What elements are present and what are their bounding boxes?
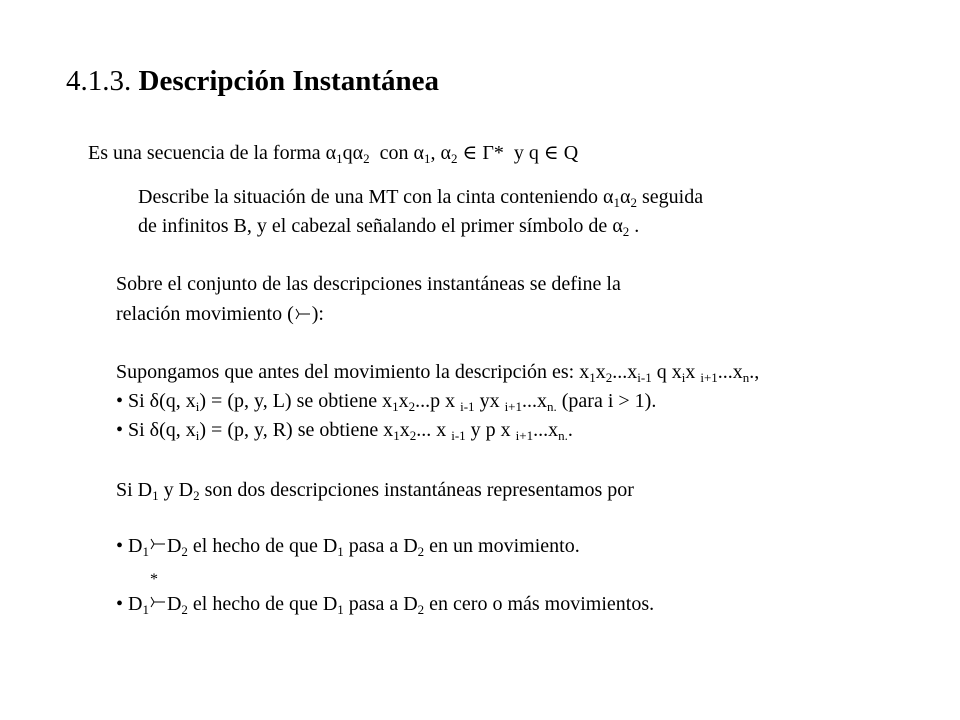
punctuation: ., xyxy=(749,361,760,383)
bullet-text: en cero o más movimientos. xyxy=(429,593,655,615)
bullet-text: el hecho de que D xyxy=(192,593,338,615)
bullet-text: en un movimiento. xyxy=(429,535,580,557)
describe-text: de infinitos B, y el cabezal señalando el primer símbolo de xyxy=(138,215,608,237)
subscript: 1 xyxy=(613,195,621,210)
subscript: 2 xyxy=(181,544,188,559)
subscript: 2 xyxy=(417,544,425,559)
bullet-text: el hecho de que D xyxy=(192,535,338,557)
subscript: 1 xyxy=(152,488,159,503)
period: . xyxy=(567,419,573,441)
y-q-text: y q xyxy=(513,142,539,164)
many-moves-line xyxy=(116,592,654,616)
si-d-text: y D xyxy=(163,479,194,501)
gamma-star-symbol: Γ* xyxy=(482,142,504,164)
x-symbol: ...p x xyxy=(415,390,456,412)
describe-line-2 xyxy=(138,214,639,238)
subscript: 1 xyxy=(392,399,399,414)
alpha-symbol: α xyxy=(620,186,631,208)
alpha-symbol: α xyxy=(352,142,364,164)
x-symbol: x xyxy=(595,361,606,383)
Q-symbol: Q xyxy=(563,142,579,164)
subscript: 1 xyxy=(142,544,149,559)
alpha-symbol: α xyxy=(413,142,425,164)
subscript: i-1 xyxy=(460,399,475,414)
element-of-symbol: ∈ xyxy=(462,142,478,164)
alpha-symbol: α xyxy=(603,186,614,208)
definition-lead: Es una secuencia de la forma xyxy=(88,142,321,164)
x-symbol: q x xyxy=(656,361,682,383)
subscript: 2 xyxy=(409,428,417,443)
subscript: 2 xyxy=(605,370,613,385)
section-heading: Descripción Instantánea xyxy=(138,65,439,97)
relation-text: ): xyxy=(311,303,324,325)
subscript: n xyxy=(742,370,750,385)
subscript: 2 xyxy=(408,399,416,414)
suppose-text: Supongamos que antes del movimiento la descripción es: x xyxy=(116,361,590,383)
subscript: i-1 xyxy=(637,370,652,385)
x-symbol: yx xyxy=(479,390,500,412)
definition-line xyxy=(88,141,578,165)
bullet-text: pasa a D xyxy=(348,535,418,557)
bullet-text: (para i > 1). xyxy=(561,390,657,412)
bullet-text: pasa a D xyxy=(348,593,418,615)
subscript: 1 xyxy=(142,602,149,617)
subscript: 1 xyxy=(336,151,343,166)
bullet-text: • D xyxy=(116,593,143,615)
alpha-symbol: α xyxy=(612,215,623,237)
bullet-move-right xyxy=(116,418,573,442)
subscript: 2 xyxy=(630,195,637,210)
bullet-text: • Si δ(q, x xyxy=(116,419,196,441)
alpha-symbol: α xyxy=(325,142,337,164)
comma: , xyxy=(430,142,436,164)
x-symbol: ...x xyxy=(612,361,638,383)
describe-text: seguida xyxy=(642,186,704,208)
x-symbol: ...x xyxy=(522,390,548,412)
relation-text: relación movimiento ( xyxy=(116,303,294,325)
subscript: 1 xyxy=(424,151,431,166)
section-number: 4.1.3. xyxy=(66,65,132,97)
bullet-move-left xyxy=(116,389,656,413)
d-symbol: D xyxy=(166,535,182,557)
describe-line-1 xyxy=(138,185,703,209)
subscript: 2 xyxy=(181,602,188,617)
subscript: i xyxy=(681,370,686,385)
subscript: n. xyxy=(558,428,568,443)
subscript: i xyxy=(195,428,200,443)
subscript: 1 xyxy=(589,370,596,385)
turnstile-icon xyxy=(149,596,167,612)
period: . xyxy=(634,215,640,237)
con-word: con xyxy=(379,142,409,164)
subscript: 2 xyxy=(622,224,630,239)
subscript: 1 xyxy=(337,602,344,617)
relation-line-2 xyxy=(116,302,324,326)
x-symbol: ... x xyxy=(416,419,447,441)
si-d-line xyxy=(116,478,634,502)
turnstile-icon xyxy=(149,538,167,554)
subscript: n. xyxy=(547,399,557,414)
bullet-text: • D xyxy=(116,535,143,557)
subscript: i+1 xyxy=(515,428,534,443)
bullet-text: ) = (p, y, L) se obtiene x xyxy=(199,390,393,412)
element-of-symbol: ∈ xyxy=(543,142,559,164)
alpha-symbol: α xyxy=(440,142,451,164)
subscript: 2 xyxy=(451,151,458,166)
one-move-line xyxy=(116,534,580,558)
subscript: 1 xyxy=(393,428,400,443)
subscript: 2 xyxy=(363,151,370,166)
si-d-text: Si D xyxy=(116,479,153,501)
q-symbol: q xyxy=(342,142,353,164)
subscript: i+1 xyxy=(504,399,523,414)
x-symbol: y p x xyxy=(470,419,511,441)
relation-line-1: Sobre el conjunto de las descripciones instantáneas se define la xyxy=(116,273,621,295)
suppose-line xyxy=(116,360,759,384)
x-symbol: x xyxy=(399,419,410,441)
subscript: 2 xyxy=(417,602,425,617)
bullet-text: • Si δ(q, x xyxy=(116,390,196,412)
turnstile-icon xyxy=(294,306,312,322)
x-symbol: x xyxy=(685,361,696,383)
section-title xyxy=(66,64,439,98)
bullet-text: ) = (p, y, R) se obtiene x xyxy=(199,419,394,441)
subscript: i xyxy=(195,399,200,414)
si-d-text: son dos descripciones instantáneas representamos por xyxy=(204,479,634,501)
x-symbol: x xyxy=(398,390,409,412)
subscript: i-1 xyxy=(451,428,466,443)
subscript: i+1 xyxy=(700,370,718,385)
x-symbol: ...x xyxy=(717,361,743,383)
describe-text: Describe la situación de una MT con la cinta conteniendo xyxy=(138,186,599,208)
d-symbol: D xyxy=(166,593,182,615)
subscript: 1 xyxy=(337,544,344,559)
star-superscript: * xyxy=(150,571,158,588)
subscript: 2 xyxy=(193,488,200,503)
x-symbol: ...x xyxy=(533,419,559,441)
